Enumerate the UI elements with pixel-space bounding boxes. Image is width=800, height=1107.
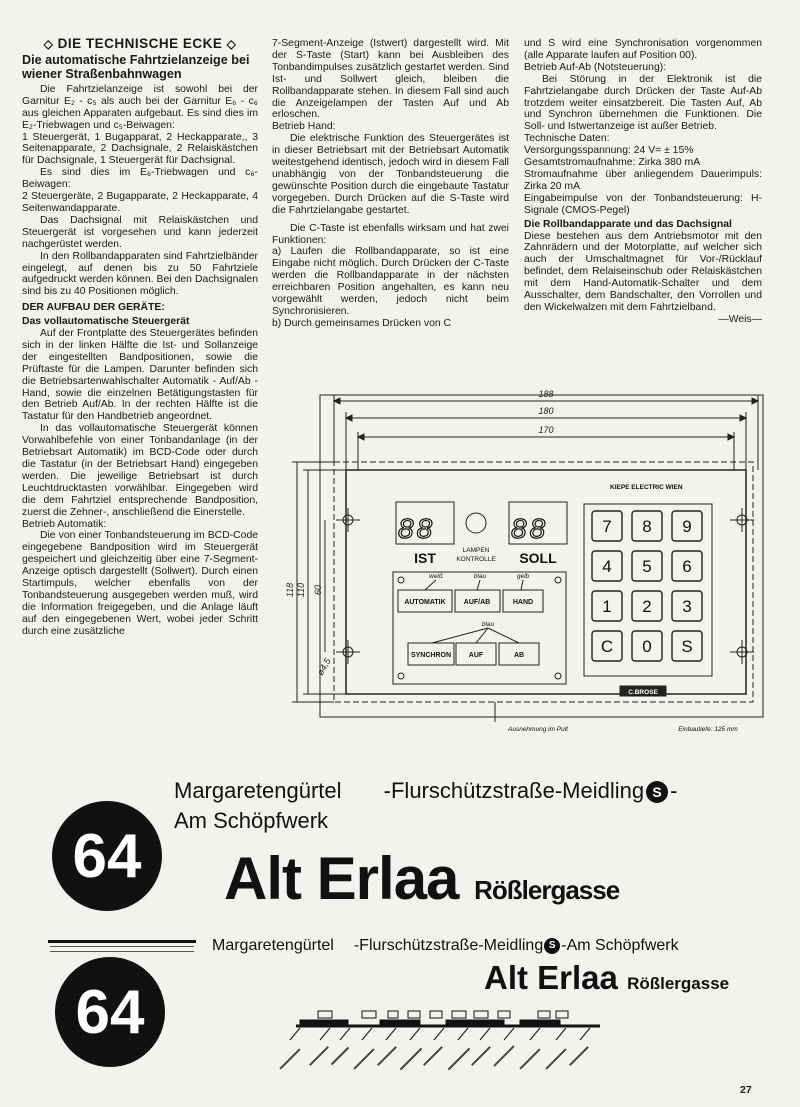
author-signature: —Weis—: [718, 313, 762, 325]
via-stop: -Flurschützstraße-Meidling: [353, 937, 544, 954]
dim-label-hole: ø4,5: [315, 656, 333, 677]
paragraph-heading: Betrieb Auf-Ab (Notsteuerung):: [524, 61, 667, 73]
lamp-control-label: KONTROLLE: [456, 556, 496, 563]
cutout-label: Ausnehmung im Pult: [508, 726, 568, 733]
via-stop: Margaretengürtel: [212, 937, 334, 954]
dim-label-188: 188: [538, 389, 554, 399]
paragraph-heading: Betrieb Hand:: [272, 121, 336, 133]
automatik-label: AUTOMATIK: [404, 599, 446, 606]
via-stop: -: [670, 778, 678, 803]
ab-label: AB: [513, 652, 525, 659]
dim-label-170: 170: [538, 425, 554, 435]
s-bahn-icon: S: [544, 938, 560, 954]
ist-label: IST: [414, 550, 436, 566]
ist-digits: 88: [398, 513, 436, 544]
dim-label-180: 180: [538, 406, 554, 416]
paragraph-heading: Betrieb Automatik:: [22, 518, 107, 530]
hand-label: HAND: [512, 599, 534, 606]
key-label: 1: [602, 597, 612, 616]
synchron-label: SYNCHRON: [410, 652, 452, 659]
paragraph: Die Fahrtzielanzeige ist sowohl bei der Garnitur E₂ - c₅ als auch bei der Garnitur E₆ - c₆ aus gleichen Apparaten aufgebaut. Es sind dies im E₂-Triebwagen und c₅-Beiwagen:: [22, 83, 258, 131]
key-label: 3: [682, 597, 692, 616]
paragraph: In den Rollbandapparaten sind Fahrtzielbänder eingelegt, auf denen bis zu 50 Fahrtziele aufgedruckt werden können. Bei den Dachsignalen sind bis zu 40 Positionen möglich.: [22, 250, 258, 298]
color-blue-label: blau: [473, 573, 487, 580]
paragraph: Das Dachsignal mit Relaiskästchen und Steuergerät ist vorgesehen und kann jederzeit nachgerüstet werden.: [22, 214, 258, 250]
spec-line: Versorgungsspannung: 24 V= ± 15%: [524, 145, 694, 157]
key-label: 4: [602, 557, 612, 576]
key-label: 9: [682, 517, 692, 536]
paragraph: Es sind dies im E₆-Triebwagen und c₆-Beiwagen:: [22, 167, 258, 191]
via-stop: Margaretengürtel: [174, 778, 342, 803]
dim-label-110: 110: [296, 582, 306, 598]
key-label: 6: [682, 557, 692, 576]
soll-label: SOLL: [519, 550, 557, 566]
paragraph: Bei Störung in der Elektronik ist die Fahrtzielangabe durch Drücken der Taste Auf-Ab trotzdem weiter einsatzbereit. Die Tasten Auf, Ab und Synchron übernehmen die Funktionen. Die Soll- und Istwertanzeige ist außer Betrieb.: [524, 73, 762, 133]
paragraph: In das vollautomatische Steuergerät können Vorwahlbefehle von einer Tonbandanlage (in der Betriebsart Automatik) im BCD-Code oder durch die Tastatur (in der Betriebsart Hand) eingegeben werden. Die jeweilige Betriebsart ist durch Leuchtdrucktasten vorwählbar. Eingegeben wird die dem Fahrtziel entsprechende Bandposition, zuerst die Zehner-, anschließend die Einerstelle.: [22, 423, 258, 518]
destination-sub: Rößlergasse: [474, 875, 620, 905]
paragraph: 1 Steuergerät, 1 Bugapparat, 2 Heckapparate,, 3 Seitenapparate, 2 Dachsignale, 2 Relaiskästchen für Dachsignale, 1 Steuergerät für Dachsignal.: [22, 131, 258, 167]
paragraph: Auf der Frontplatte des Steuergerätes befinden sich in der linken Hälfte die Ist- und Sollanzeige der eingestellten Bandpositionen, sowie die Prüftaste für die Lampen. Darunter befinden sich die Betriebsartenwahlschalter Automatik - Auf/Ab - Hand, sowie die einzelnen Betätigungstasten für den Betrieb Auf/Ab. In der rechten Hälfte ist die Tastatur für den Handbetrieb angeordnet.: [22, 328, 258, 423]
paragraph: Die elektrische Funktion des Steuergerätes ist in dieser Betriebsart mit der Betriebsart Automatik weitestgehend identisch, jedoch wird in diesem Fall unabhängig von der Tonbandsteuerung die gewünschte Position durch die eingebaute Tastatur vorgegeben. Durch Drücken auf die S-Taste wird die Fahrtzielangabe gestartet.: [272, 133, 509, 216]
via-stop: -Am Schöpfwerk: [561, 937, 679, 954]
plate-label: C.BROSE: [628, 689, 658, 696]
color-yellow-label: gelb: [516, 573, 530, 580]
destination: Alt Erlaa: [224, 845, 459, 912]
s-bahn-icon: S: [646, 781, 668, 803]
brand-label: KIEPE ELECTRIC WIEN: [610, 484, 683, 491]
article-title: Die automatische Fahrtzielanzeige bei wiener Straßenbahnwagen: [22, 52, 250, 81]
page-number: 27: [740, 1084, 752, 1096]
via-stop: -Flurschützstraße-Meidling: [383, 778, 645, 803]
spec-line: Gesamtstromaufnahme: Zirka 380 mA: [524, 157, 701, 169]
destination: Alt Erlaa: [484, 959, 618, 996]
lamp-label: LAMPEN: [462, 547, 490, 554]
route-number-badge: 64: [55, 957, 165, 1067]
diamond-icon: ◇: [43, 37, 54, 51]
key-label: 0: [642, 637, 652, 656]
subsection-heading: Das vollautomatische Steuergerät: [22, 316, 190, 328]
color-white-label: weiß: [429, 573, 443, 580]
paragraph-heading: Technische Daten:: [524, 133, 610, 145]
key-label: S: [681, 637, 693, 656]
key-label: 5: [642, 557, 652, 576]
depth-label: Einbautiefe: 125 mm: [678, 726, 738, 733]
section-heading: DER AUFBAU DER GERÄTE:: [22, 302, 165, 314]
route-number-badge: 64: [52, 801, 162, 911]
via-stop: Am Schöpfwerk: [174, 808, 329, 833]
diamond-icon: ◇: [226, 37, 237, 51]
paragraph: 2 Steuergeräte, 2 Bugapparate, 2 Heckapparate, 4 Seitenwandapparate.: [22, 191, 258, 214]
rubric-text: DIE TECHNISCHE ECKE: [57, 36, 223, 51]
dim-label-118: 118: [285, 582, 295, 598]
paragraph: und S wird eine Synchronisation vorgenommen (alle Apparate laufen auf Position 00).: [524, 38, 762, 61]
auf-label: AUF: [468, 652, 484, 659]
paragraph: Diese bestehen aus dem Antriebsmotor mit den Zahnrädern und der Motorplatte, auf welcher sich auch der Umschaltmagnet für Vor-/Rücklauf befindet, dem Relaiseinschub oder Relaiskästchen mit dem Hand-Automatik-Schalter und dem Ausschalter, dem Bandschalter, den Vorrollen und den Wickelwalzen mit dem Fahrtzielband.: [524, 230, 762, 313]
paragraph: Die von einer Tonbandsteuerung im BCD-Code eingegebene Bandposition wird im Steuergerät gespeichert und gleichzeitig über eine 7-Segment-Anzeige optisch dargestellt (Sollwert). Durch einen Startimpuls, welcher ebenfalls von der Tonbandsteuerung ausgegeben werden muß, wird die Information freigegeben, und die Anlage läuft auf den eingegebenen Wert, wobei jeder Schritt durch eine zusätzliche: [22, 530, 258, 637]
aufab-label: AUF/AB: [463, 599, 491, 606]
paragraph: 7-Segment-Anzeige (Istwert) dargestellt wird. Mit der S-Taste (Start) kann bei Ausbleiben des Tonbandimpulses zusätzlich gestartet werden. Sind Ist- und Sollwert gleich, bleiben die Rollbandapparate stehen. In diesem Fall sind auch die Anzeigelampen der Tasten Auf und Ab erloschen.: [272, 38, 509, 121]
soll-digits: 88: [511, 513, 549, 544]
key-label: 8: [642, 517, 652, 536]
paragraph: b) Durch gemeinsames Drücken von C: [272, 317, 452, 329]
spec-line: Stromaufnahme über anliegendem Dauerimpuls: Zirka 20 mA: [524, 168, 762, 192]
key-label: 7: [602, 517, 612, 536]
paragraph: Die C-Taste ist ebenfalls wirksam und hat zwei Funktionen:: [272, 222, 509, 246]
key-label: C: [600, 637, 614, 656]
paragraph: a) Laufen die Rollbandapparate, so ist eine Eingabe nicht möglich. Durch Drücken der C-Taste werden die Rollbandapparate in der nächsten erreichbaren Position angehalten, es kann neu vorgewählt werden, jedoch nicht beim Synchronisieren.: [272, 246, 509, 317]
spec-line: Eingabeimpulse von der Tonbandsteuerung: H-Signale (CMOS-Pegel): [524, 192, 762, 216]
destination-sub: Rößlergasse: [627, 974, 730, 993]
color-blue-label: blau: [481, 621, 495, 628]
dim-label-60: 60: [313, 584, 323, 596]
key-label: 2: [642, 597, 652, 616]
subsection-heading: Die Rollbandapparate und das Dachsignal: [524, 218, 732, 230]
